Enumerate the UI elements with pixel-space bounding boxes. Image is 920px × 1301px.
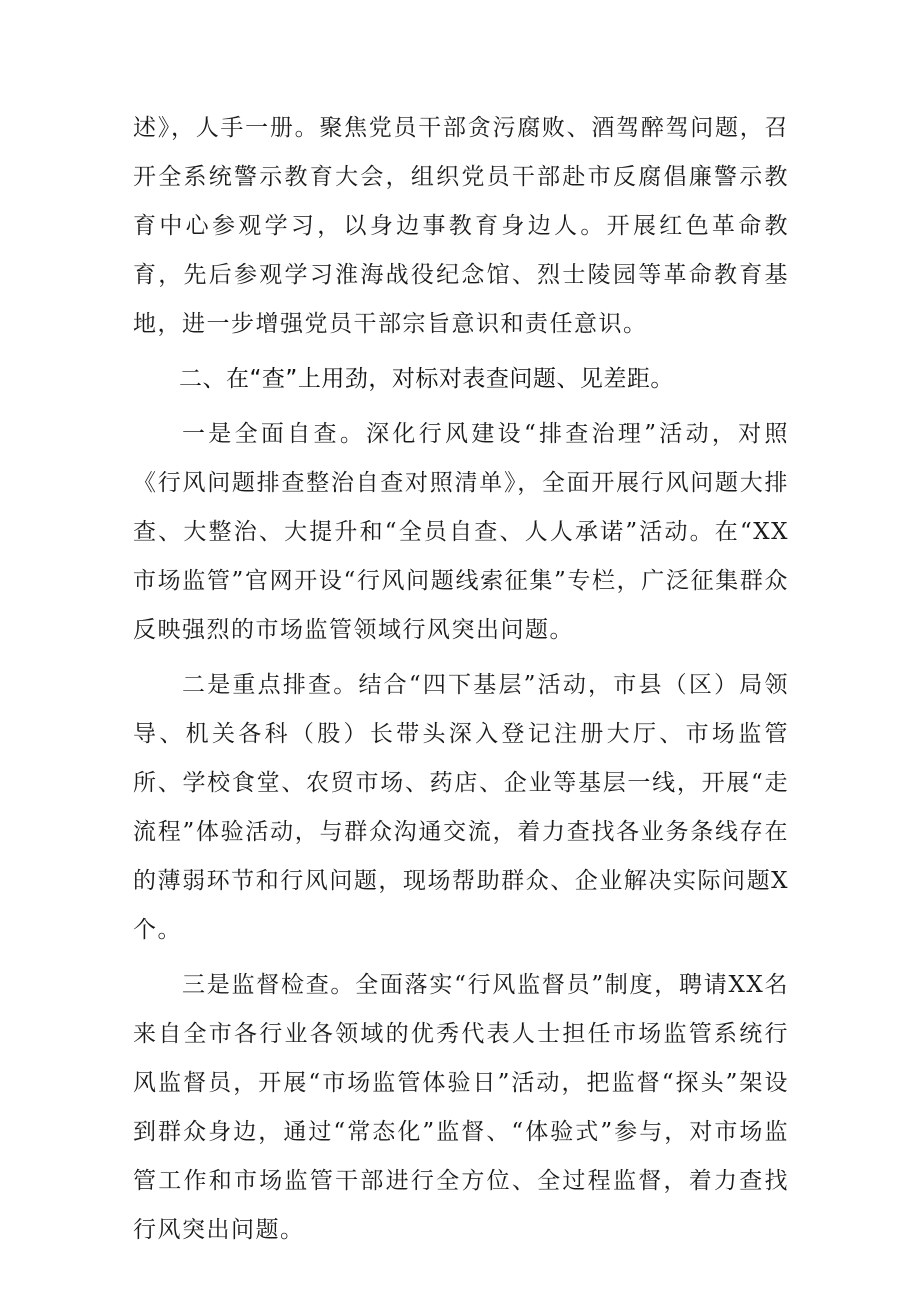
self-check-paragraph: 一是全面自查。深化行风建设“排查治理”活动，对照《行风问题排查整治自查对照清单》，全面开展行风问题大排查、大整治、大提升和“全员自查、人人承诺”活动。在“XX市场监管”官网开设“行风问题线索征集”专栏，广泛征集群众反映强烈的市场监管领域行风突出问题。 [133,421,789,643]
document-body [133,104,789,1255]
continuation-paragraph: 述》，人手一册。聚焦党员干部贪污腐败、酒驾醉驾问题，召开全系统警示教育大会，组织党员干部赴市反腐倡廉警示教育中心参观学习，以身边事教育身边人。开展红色革命教育，先后参观学习淮海战役纪念馆、烈士陵园等革命教育基地，进一步增强党员干部宗旨意识和责任意识。 [133,115,789,337]
section-heading: 二、在“查”上用劲，对标对表查问题、见差距。 [179,366,674,392]
supervision-paragraph: 三是监督检查。全面落实“行风监督员”制度，聘请XX名来自全市各行业各领域的优秀代表人士担任市场监管系统行风监督员，开展“市场监管体验日”活动，把监督“探头”架设到群众身边，通过“常态化”监督、“体验式”参与，对市场监管工作和市场监管干部进行全方位、全过程监督，着力查找行风突出问题。 [133,972,789,1243]
key-check-paragraph: 二是重点排查。结合“四下基层”活动，市县（区）局领导、机关各科（股）长带头深入登记注册大厅、市场监管所、学校食堂、农贸市场、药店、企业等基层一线，开展“走流程”体验活动，与群众沟通交流，着力查找各业务条线存在的薄弱环节和行风问题，现场帮助群众、企业解决实际问题X个。 [133,672,789,943]
